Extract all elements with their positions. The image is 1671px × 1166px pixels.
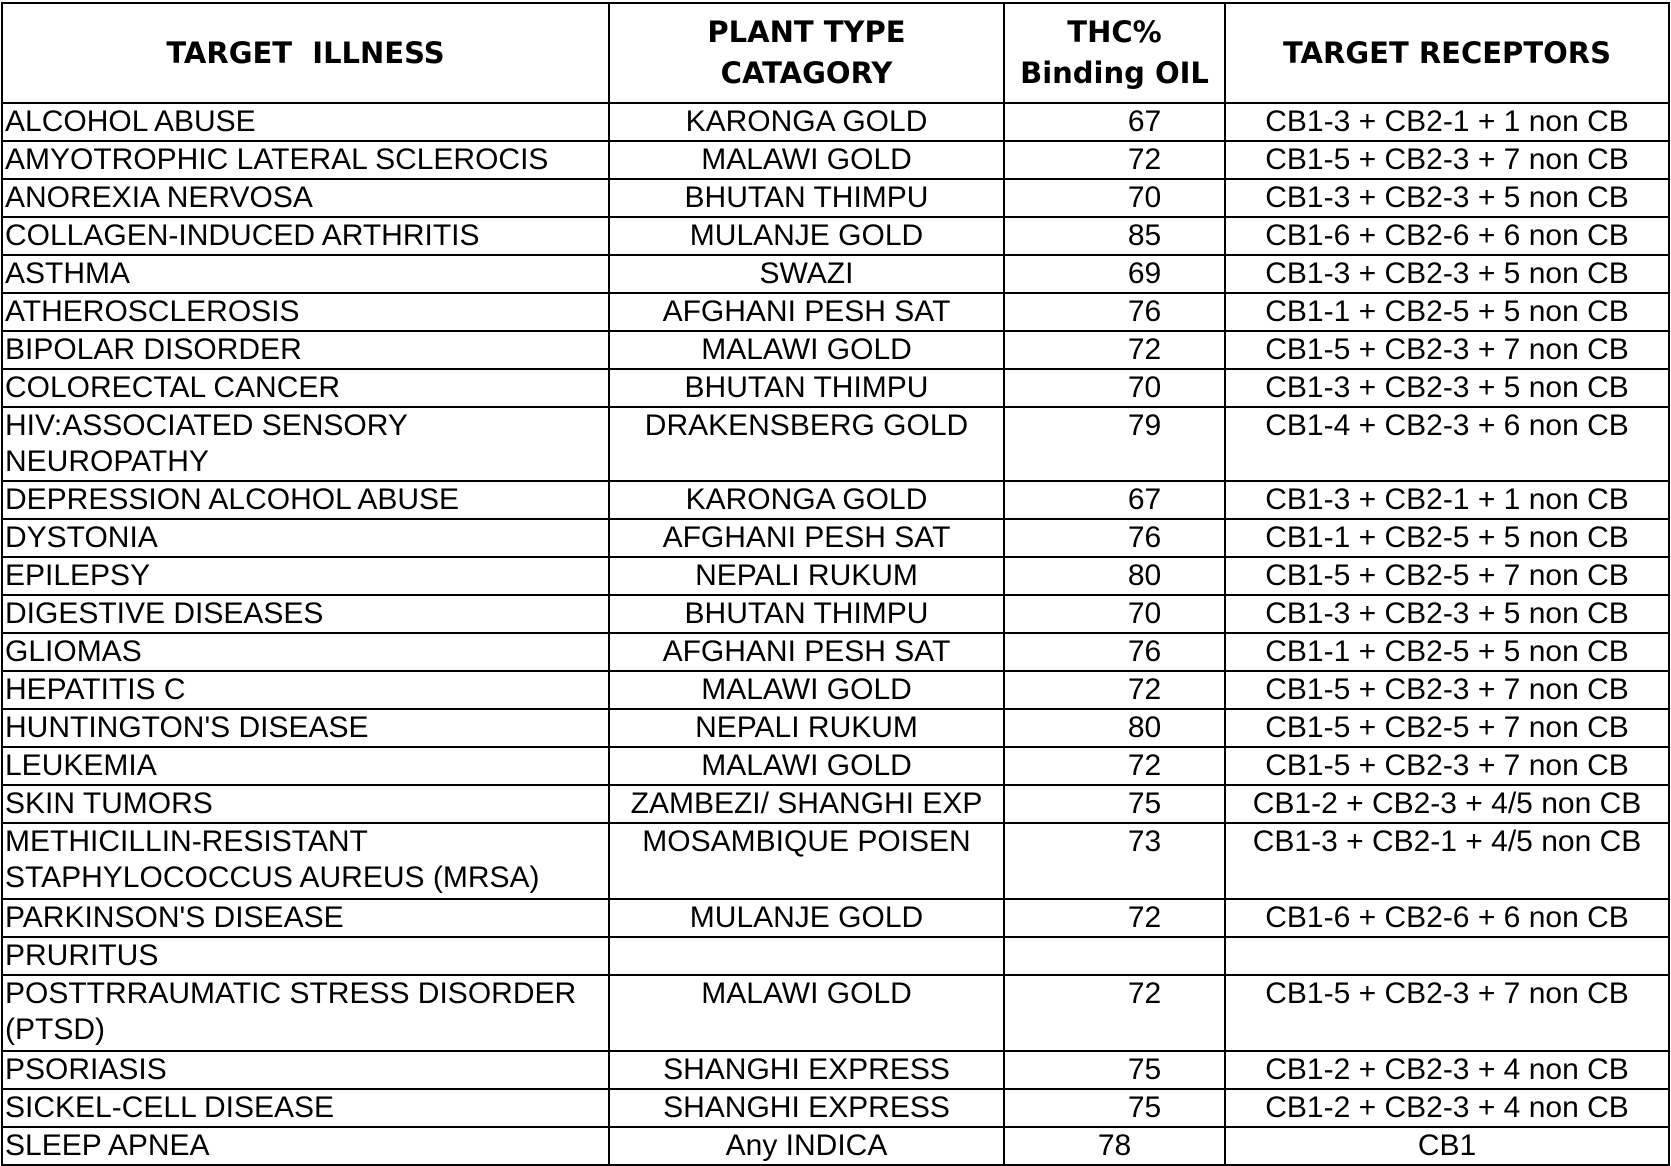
table-row <box>2 671 1669 709</box>
thc-cell: 76 <box>1004 633 1225 671</box>
header-thc <box>1004 3 1225 103</box>
header-thc-line2: Binding OIL <box>1020 56 1209 90</box>
illness-cell: COLORECTAL CANCER <box>2 369 609 407</box>
receptors-cell: CB1-5 + CB2-3 + 7 non CB <box>1225 141 1669 179</box>
illness-cell: PRURITUS <box>2 937 609 975</box>
receptors-cell: CB1-3 + CB2-3 + 5 non CB <box>1225 255 1669 293</box>
illness-cell: ANOREXIA NERVOSA <box>2 179 609 217</box>
thc-cell: 79 <box>1004 407 1225 481</box>
plant-cell: SHANGHI EXPRESS <box>609 1089 1004 1127</box>
thc-cell: 75 <box>1004 1051 1225 1089</box>
receptors-cell: CB1-3 + CB2-3 + 5 non CB <box>1225 595 1669 633</box>
table-row <box>2 747 1669 785</box>
illness-cell: HIV:ASSOCIATED SENSORY NEUROPATHY <box>2 407 609 481</box>
receptors-cell: CB1-5 + CB2-5 + 7 non CB <box>1225 557 1669 595</box>
header-plant-line2: CATAGORY <box>720 56 893 90</box>
table-row <box>2 103 1669 141</box>
thc-cell: 70 <box>1004 369 1225 407</box>
plant-cell: BHUTAN THIMPU <box>609 179 1004 217</box>
plant-cell: BHUTAN THIMPU <box>609 595 1004 633</box>
receptors-cell <box>1225 937 1669 975</box>
illness-cell: SKIN TUMORS <box>2 785 609 823</box>
plant-cell: MALAWI GOLD <box>609 671 1004 709</box>
table-row <box>2 1127 1669 1165</box>
header-target-illness: TARGET ILLNESS <box>2 3 609 103</box>
table-row <box>2 899 1669 937</box>
thc-cell: 70 <box>1004 595 1225 633</box>
table-row <box>2 937 1669 975</box>
plant-cell: DRAKENSBERG GOLD <box>609 407 1004 481</box>
receptors-cell: CB1-4 + CB2-3 + 6 non CB <box>1225 407 1669 481</box>
table-row <box>2 407 1669 481</box>
thc-cell: 73 <box>1004 823 1225 899</box>
thc-cell: 76 <box>1004 293 1225 331</box>
thc-cell: 76 <box>1004 519 1225 557</box>
receptors-cell: CB1-2 + CB2-3 + 4 non CB <box>1225 1089 1669 1127</box>
plant-cell: Any INDICA <box>609 1127 1004 1165</box>
receptors-cell: CB1-2 + CB2-3 + 4/5 non CB <box>1225 785 1669 823</box>
thc-cell: 75 <box>1004 785 1225 823</box>
receptors-cell: CB1-5 + CB2-3 + 7 non CB <box>1225 331 1669 369</box>
plant-cell: ZAMBEZI/ SHANGHI EXP <box>609 785 1004 823</box>
plant-cell: AFGHANI PESH SAT <box>609 293 1004 331</box>
table-row <box>2 331 1669 369</box>
table-row <box>2 255 1669 293</box>
table-row <box>2 595 1669 633</box>
receptors-cell: CB1-2 + CB2-3 + 4 non CB <box>1225 1051 1669 1089</box>
table-row <box>2 1051 1669 1089</box>
table-row <box>2 293 1669 331</box>
plant-cell: MOSAMBIQUE POISEN <box>609 823 1004 899</box>
table-row <box>2 557 1669 595</box>
plant-cell: NEPALI RUKUM <box>609 709 1004 747</box>
illness-cell: GLIOMAS <box>2 633 609 671</box>
receptors-cell: CB1-3 + CB2-1 + 4/5 non CB <box>1225 823 1669 899</box>
plant-cell: MALAWI GOLD <box>609 747 1004 785</box>
thc-cell: 80 <box>1004 557 1225 595</box>
thc-cell: 75 <box>1004 1089 1225 1127</box>
table-row <box>2 975 1669 1051</box>
thc-cell: 67 <box>1004 103 1225 141</box>
header-row <box>2 3 1669 103</box>
plant-cell: AFGHANI PESH SAT <box>609 519 1004 557</box>
plant-cell: BHUTAN THIMPU <box>609 369 1004 407</box>
table-row <box>2 141 1669 179</box>
receptors-cell: CB1-3 + CB2-3 + 5 non CB <box>1225 369 1669 407</box>
illness-cell: PSORIASIS <box>2 1051 609 1089</box>
illness-cell: BIPOLAR DISORDER <box>2 331 609 369</box>
header-target-receptors: TARGET RECEPTORS <box>1225 3 1669 103</box>
illness-cell: PARKINSON'S DISEASE <box>2 899 609 937</box>
header-plant-line1: PLANT TYPE <box>707 15 906 49</box>
illness-cell: SICKEL-CELL DISEASE <box>2 1089 609 1127</box>
plant-cell: MALAWI GOLD <box>609 975 1004 1051</box>
receptors-cell: CB1-1 + CB2-5 + 5 non CB <box>1225 293 1669 331</box>
plant-cell: MALAWI GOLD <box>609 331 1004 369</box>
thc-cell: 72 <box>1004 747 1225 785</box>
header-plant-type <box>609 3 1004 103</box>
thc-cell: 69 <box>1004 255 1225 293</box>
table-row <box>2 633 1669 671</box>
table-row <box>2 823 1669 899</box>
receptors-cell: CB1-6 + CB2-6 + 6 non CB <box>1225 899 1669 937</box>
illness-cell: POSTTRRAUMATIC STRESS DISORDER (PTSD) <box>2 975 609 1051</box>
plant-cell: MULANJE GOLD <box>609 899 1004 937</box>
table-row <box>2 709 1669 747</box>
plant-cell: KARONGA GOLD <box>609 481 1004 519</box>
illness-cell: ALCOHOL ABUSE <box>2 103 609 141</box>
plant-cell: SHANGHI EXPRESS <box>609 1051 1004 1089</box>
thc-cell: 78 <box>1004 1127 1225 1165</box>
table-body <box>2 103 1669 1165</box>
illness-cell: DEPRESSION ALCOHOL ABUSE <box>2 481 609 519</box>
receptors-cell: CB1-5 + CB2-3 + 7 non CB <box>1225 975 1669 1051</box>
thc-cell: 72 <box>1004 899 1225 937</box>
illness-cell: ASTHMA <box>2 255 609 293</box>
thc-cell: 80 <box>1004 709 1225 747</box>
thc-cell: 72 <box>1004 331 1225 369</box>
illness-cell: HUNTINGTON'S DISEASE <box>2 709 609 747</box>
illness-cell: DIGESTIVE DISEASES <box>2 595 609 633</box>
illness-cell: COLLAGEN-INDUCED ARTHRITIS <box>2 217 609 255</box>
receptors-cell: CB1-3 + CB2-1 + 1 non CB <box>1225 103 1669 141</box>
plant-cell: SWAZI <box>609 255 1004 293</box>
table-row <box>2 179 1669 217</box>
receptors-cell: CB1-5 + CB2-3 + 7 non CB <box>1225 671 1669 709</box>
header-thc-line1: THC% <box>1067 15 1162 49</box>
receptors-cell: CB1-3 + CB2-1 + 1 non CB <box>1225 481 1669 519</box>
thc-cell: 67 <box>1004 481 1225 519</box>
illness-cell: METHICILLIN-RESISTANT STAPHYLOCOCCUS AUREUS (MRSA) <box>2 823 609 899</box>
thc-cell: 72 <box>1004 141 1225 179</box>
illness-cell: HEPATITIS C <box>2 671 609 709</box>
thc-cell <box>1004 937 1225 975</box>
plant-cell <box>609 937 1004 975</box>
illness-cell: AMYOTROPHIC LATERAL SCLEROCIS <box>2 141 609 179</box>
illness-cell: DYSTONIA <box>2 519 609 557</box>
receptors-cell: CB1-3 + CB2-3 + 5 non CB <box>1225 179 1669 217</box>
plant-cell: MULANJE GOLD <box>609 217 1004 255</box>
thc-cell: 85 <box>1004 217 1225 255</box>
receptors-cell: CB1 <box>1225 1127 1669 1165</box>
plant-cell: AFGHANI PESH SAT <box>609 633 1004 671</box>
illness-cell: SLEEP APNEA <box>2 1127 609 1165</box>
table-row <box>2 519 1669 557</box>
plant-cell: NEPALI RUKUM <box>609 557 1004 595</box>
receptors-cell: CB1-5 + CB2-3 + 7 non CB <box>1225 747 1669 785</box>
thc-cell: 70 <box>1004 179 1225 217</box>
thc-cell: 72 <box>1004 975 1225 1051</box>
table-row <box>2 481 1669 519</box>
table-row <box>2 217 1669 255</box>
receptors-cell: CB1-1 + CB2-5 + 5 non CB <box>1225 519 1669 557</box>
receptors-cell: CB1-6 + CB2-6 + 6 non CB <box>1225 217 1669 255</box>
plant-cell: KARONGA GOLD <box>609 103 1004 141</box>
illness-table <box>1 2 1670 1166</box>
table-row <box>2 785 1669 823</box>
receptors-cell: CB1-1 + CB2-5 + 5 non CB <box>1225 633 1669 671</box>
table-row <box>2 1089 1669 1127</box>
illness-cell: EPILEPSY <box>2 557 609 595</box>
thc-cell: 72 <box>1004 671 1225 709</box>
illness-cell: LEUKEMIA <box>2 747 609 785</box>
table-row <box>2 369 1669 407</box>
illness-cell: ATHEROSCLEROSIS <box>2 293 609 331</box>
receptors-cell: CB1-5 + CB2-5 + 7 non CB <box>1225 709 1669 747</box>
plant-cell: MALAWI GOLD <box>609 141 1004 179</box>
